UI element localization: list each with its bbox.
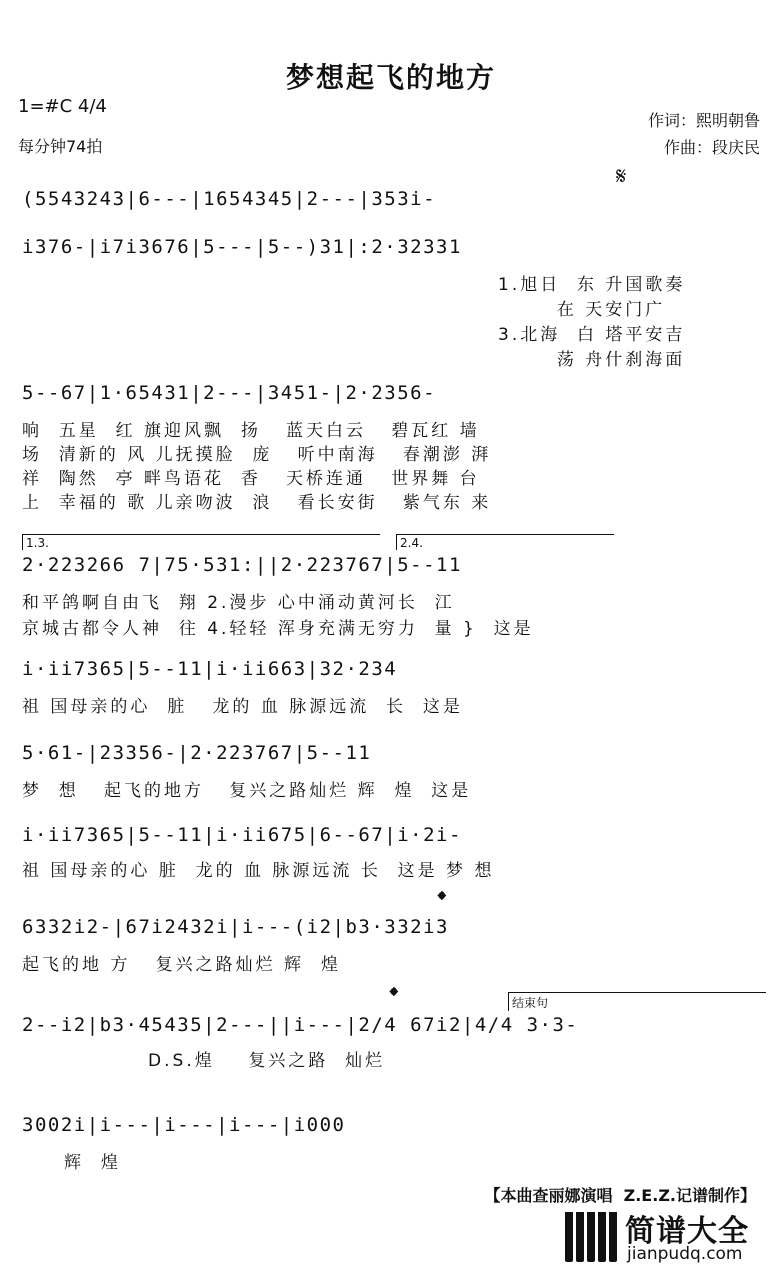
notation-line: i·ii7365|5--11|i·ii675|6--67|i·2i-: [22, 824, 462, 846]
volta-bracket-2-4: 2.4.: [396, 534, 614, 550]
lyric-line: 和平鸽啊自由飞 翔 2.漫步 心中涌动黄河长 江: [22, 593, 455, 613]
lyric-line: 场 清新的 风 儿抚摸脸 庞 听中南海 春潮澎 湃: [22, 445, 492, 465]
ending-phrase-bracket: 结束句: [508, 992, 766, 1011]
site-logo: [565, 1206, 775, 1268]
coda-sign: 𝄌: [438, 888, 446, 913]
lyric-line: 梦 想 起飞的地方 复兴之路灿烂 辉 煌 这是: [22, 781, 472, 801]
logo-url: jianpudq.com: [627, 1244, 743, 1264]
lyric-line: 京城古都令人神 往 4.轻轻 浑身充满无穷力 量 } 这是: [22, 619, 534, 639]
lyric-line: 响 五星 红 旗迎风飘 扬 蓝天白云 碧瓦红 墙: [22, 421, 480, 441]
volta-bracket-1-3: 1.3.: [22, 534, 380, 550]
tempo-marking: 每分钟74拍: [18, 137, 103, 156]
notation-line: (5543243|6---|1654345|2---|353i-: [22, 188, 437, 210]
lyric-line: 荡 舟什刹海面: [498, 350, 686, 370]
notation-line: 6332i2-|67i2432i|i---(i2|b3·332i3: [22, 916, 449, 938]
lyric-line: 祖 国母亲的心 脏 龙的 血 脉源远流 长 这是 梦 想: [22, 861, 495, 881]
lyric-line: 起飞的地 方 复兴之路灿烂 辉 煌: [22, 955, 341, 975]
notation-line: i376-|i7i3676|5---|5--)31|:2·32331: [22, 236, 462, 258]
notation-line: 3002i|i---|i---|i---|i000: [22, 1114, 346, 1136]
segno-sign: 𝄋: [616, 162, 627, 190]
piano-keys-icon: [565, 1212, 617, 1262]
notation-line: 5·61-|23356-|2·223767|5--11: [22, 742, 372, 764]
notation-line: i·ii7365|5--11|i·ii663|32·234: [22, 658, 398, 680]
lyric-line: 辉 煌: [22, 1153, 121, 1173]
performer-credit: 【本曲查丽娜演唱 Z.E.Z.记谱制作】: [484, 1186, 756, 1205]
notation-line: 2--i2|b3·45435|2---||i---|2/4 67i2|4/4 3·3-: [22, 1014, 579, 1036]
notation-line: 5--67|1·65431|2---|3451-|2·2356-: [22, 382, 437, 404]
logo-text: 简谱大全: [625, 1214, 749, 1249]
lyric-line: 祖 国母亲的心 脏 龙的 血 脉源远流 长 这是: [22, 697, 463, 717]
notation-line: 2·223266 7|75·531:||2·223767|5--11: [22, 554, 462, 576]
lyric-line: 1.旭日 东 升国歌奏: [498, 275, 686, 295]
lyric-line: 祥 陶然 亭 畔鸟语花 香 天桥连通 世界舞 台: [22, 469, 480, 489]
lyric-line: 3.北海 白 塔平安吉: [498, 325, 686, 345]
lyricist-credit: 作词：熙明朝鲁: [647, 111, 760, 130]
key-signature: 1=#C 4/4: [18, 96, 107, 117]
coda-sign: 𝄌: [390, 984, 398, 1009]
composer-credit: 作曲：段庆民: [663, 138, 760, 157]
lyric-line: 在 天安门广: [498, 300, 666, 320]
lyric-line: D.S.煌 复兴之路 灿烂: [22, 1051, 386, 1071]
song-title: 梦想起飞的地方: [285, 61, 496, 94]
lyric-line: 上 幸福的 歌 儿亲吻波 浪 看长安街 紫气东 来: [22, 493, 492, 513]
